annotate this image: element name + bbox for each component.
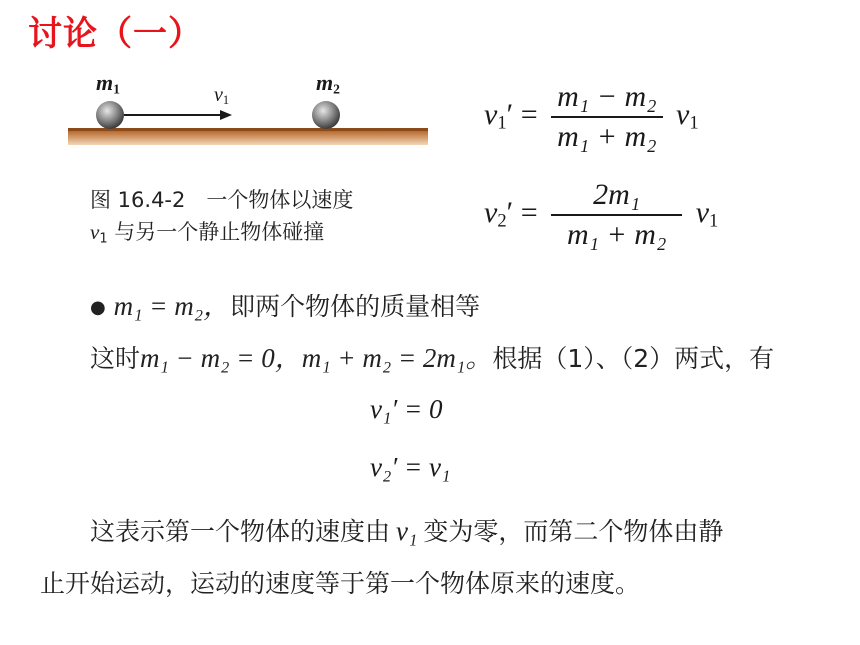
m2-label: $m_2$ [316, 70, 340, 97]
ground-shading [68, 131, 428, 145]
caption-line-2: $v_1$ 与另一个静止物体碰撞 [90, 220, 325, 247]
conclusion-line-1: 这表示第一个物体的速度由 v₁ 变为零，而第二个物体由静 [90, 516, 724, 546]
formula-v2-fraction: $\frac{\text{2m₁}}{\text{m₁ + m₂}}$ [551, 178, 682, 252]
formula-v1-fraction: $\frac{\text{m₁ − m₂}}{\text{m₁ + m₂}}$ [551, 80, 662, 154]
equation-v1-prime-zero: v₁′ = 0 [370, 394, 443, 424]
v1-label: $v_1$ [214, 84, 230, 108]
velocity-arrow-head [220, 110, 232, 120]
ground-surface [68, 128, 428, 131]
condition-line: 这时m₁ − m₂ = 0，m₁ + m₂ = 2m₁。根据（1）、（2）两式，有 [90, 343, 775, 373]
conclusion-line-2: 止开始运动，运动的速度等于第一个物体原来的速度。 [40, 569, 641, 598]
page-title: 讨论（一） [28, 14, 203, 54]
bullet-dot: ● [90, 297, 106, 318]
figure-caption [90, 184, 353, 255]
ball-m2 [312, 101, 340, 129]
ball-m1 [96, 101, 124, 129]
bullet-line: ● m₁ = m₂，即两个物体的质量相等 [90, 291, 481, 321]
equation-v2-prime-equals-v1: v₂′ = v₁ [370, 452, 451, 482]
m1-label: $m_1$ [96, 70, 120, 97]
caption-line-1: 图 16.4-2 一个物体以速度 [90, 188, 354, 212]
formula-v2-prime: $v_2'$ = $\frac{\text{2m₁}}{\text{m₁ + m₂}}$ $v_1$ [484, 178, 719, 251]
formula-v1-prime: $v_1'$ = $\frac{\text{m₁ − m₂}}{\text{m₁ + m₂}}$ $v_1$ [484, 80, 699, 153]
